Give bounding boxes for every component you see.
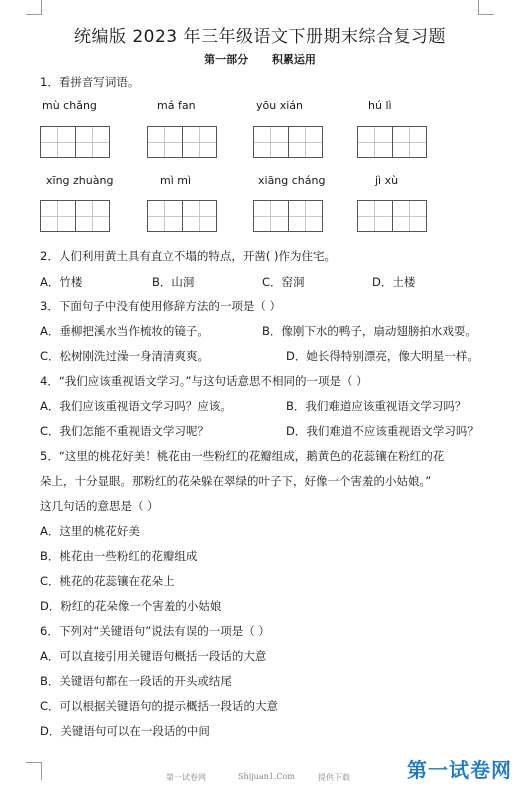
- section-heading: [0, 51, 520, 67]
- pinyin-6: mì mì: [160, 174, 192, 187]
- brand-watermark-logo: 第一试卷网: [407, 758, 512, 782]
- question-2-stem: 2．人们利用黄土具有直立不塌的特点，开凿( )作为住宅。: [40, 249, 336, 263]
- question-4-option-c[interactable]: C．我们怎能不重视语文学习呢？: [40, 424, 210, 438]
- crop-mark-top-right-v: [478, 0, 479, 15]
- question-4-stem: 4．“我们应该重视语文学习。”与这句话意思不相同的一项是（ ）: [40, 374, 368, 388]
- question-3-option-b[interactable]: B．像刚下水的鸭子，扇动翅膀拍水戏耍。: [262, 324, 477, 338]
- question-5-option-c[interactable]: C．桃花的花蕊镶在花朵上: [40, 574, 175, 588]
- writing-grid-6[interactable]: [147, 200, 217, 232]
- pinyin-1: mù chǎng: [42, 99, 97, 112]
- writing-grid-1[interactable]: [40, 126, 110, 158]
- writing-grid-5[interactable]: [40, 200, 110, 232]
- question-3-option-d[interactable]: D．她长得特别漂亮，像大明星一样。: [286, 349, 479, 363]
- question-2-option-d[interactable]: D．土楼: [372, 275, 416, 289]
- footer-download-note: 提供下载: [318, 773, 350, 782]
- question-5-stem-line-3: 这几句话的意思是（ ）: [40, 499, 159, 513]
- question-6-option-d[interactable]: D．关键语句可以在一段话的中间: [40, 724, 210, 738]
- question-5-stem-line-2: 朵上，十分显眼。那粉红的花朵躲在翠绿的叶子下，好像一个害羞的小姑娘。”: [40, 474, 432, 488]
- question-2-option-c[interactable]: C．窑洞: [262, 275, 305, 289]
- crop-mark-top-left-v: [41, 0, 42, 15]
- question-6-option-c[interactable]: C．可以根据关键语句的提示概括一段话的大意: [40, 699, 279, 713]
- question-3-stem: 3．下面句子中没有使用修辞方法的一项是（ ）: [40, 299, 281, 313]
- question-1-stem: 1．看拼音写词语。: [40, 75, 140, 89]
- crop-mark-top-left-h: [26, 14, 42, 15]
- question-4-option-a[interactable]: A．我们应该重视语文学习吗？应该。: [40, 399, 232, 413]
- crop-mark-bottom-left-v: [41, 762, 42, 780]
- writing-grid-2[interactable]: [147, 126, 217, 158]
- crop-mark-bottom-left-h: [26, 762, 42, 763]
- question-5-option-a[interactable]: A．这里的桃花好美: [40, 524, 140, 538]
- section-part-label: 第一部分: [204, 53, 249, 66]
- crop-mark-top-right-h: [478, 14, 494, 15]
- footer-site-url[interactable]: Shijuan1.Com: [238, 772, 295, 781]
- question-6-stem: 6．下列对“关键语句”说法有误的一项是（ ）: [40, 624, 270, 638]
- question-5-stem-line-1: 5．“这里的桃花好美！桃花由一些粉红的花瓣组成，鹅黄色的花蕊镶在粉红的花: [40, 449, 445, 463]
- pinyin-3: yōu xián: [256, 99, 303, 112]
- question-5-option-b[interactable]: B．桃花由一些粉红的花瓣组成: [40, 549, 198, 563]
- question-2-option-b[interactable]: B．山洞: [152, 275, 195, 289]
- question-4-option-b[interactable]: B．我们难道应该重视语文学习吗？: [286, 399, 467, 413]
- page-title: 统编版 2023 年三年级语文下册期末综合复习题: [73, 27, 447, 47]
- pinyin-5: xīng zhuàng: [46, 174, 114, 187]
- question-6-option-a[interactable]: A．可以直接引用关键语句概括一段话的大意: [40, 649, 267, 663]
- question-2-option-a[interactable]: A．竹楼: [40, 275, 83, 289]
- question-4-option-d[interactable]: D．我们难道不应该重视语文学习吗？: [286, 424, 479, 438]
- writing-grid-4[interactable]: [357, 126, 427, 158]
- pinyin-8: jì xù: [375, 174, 399, 187]
- writing-grid-3[interactable]: [253, 126, 323, 158]
- pinyin-7: xiāng cháng: [258, 174, 326, 187]
- question-3-option-a[interactable]: A．垂柳把溪水当作梳妆的镜子。: [40, 324, 209, 338]
- question-6-option-b[interactable]: B．关键语句都在一段话的开头或结尾: [40, 674, 232, 688]
- pinyin-2: má fan: [157, 99, 196, 112]
- writing-grid-8[interactable]: [357, 200, 427, 232]
- writing-grid-7[interactable]: [253, 200, 323, 232]
- footer-site-name: 第一试卷网: [166, 773, 206, 782]
- question-5-option-d[interactable]: D．粉红的花朵像一个害羞的小姑娘: [40, 599, 222, 613]
- section-topic-label: 积累运用: [271, 53, 316, 66]
- pinyin-4: hú lì: [368, 99, 392, 112]
- question-3-option-c[interactable]: C．松树刚洗过澡一身清清爽爽。: [40, 349, 210, 363]
